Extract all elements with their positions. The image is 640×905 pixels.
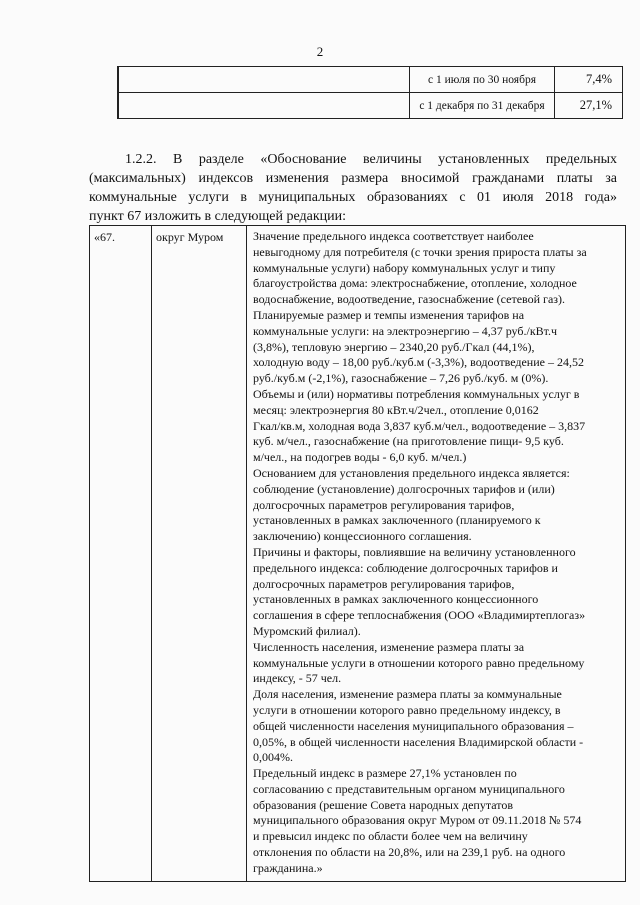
description-line: соблюдение (установление) долгосрочных тарифов и (или) [253, 481, 555, 496]
table-row [118, 67, 623, 93]
description-line: заключению) концессионного соглашения. [253, 529, 472, 544]
table-row [118, 93, 623, 119]
empty-cell [119, 67, 410, 93]
intro-line: коммунальные услуги в муниципальных образованиях с 01 июля 2018 года» [89, 190, 617, 205]
description-line: согласованию с представительным органом муниципального [253, 781, 565, 796]
intro-line: (максимальных) индексов изменения размера вносимой гражданами платы за [89, 171, 617, 186]
description-line: благоустройства дома: электроснабжение, отопление, холодное [253, 276, 577, 291]
period-cell: с 1 июля по 30 ноября [410, 67, 555, 93]
item-number: «67. [90, 226, 152, 882]
description-line: куб. м/чел., газоснабжение (на приготовление пищи- 9,5 куб. [253, 434, 564, 449]
description-line: коммунальные услуги: на электроэнергию – 4,37 руб./кВт.ч [253, 323, 558, 338]
description-paragraph [253, 640, 621, 687]
description-paragraph [253, 387, 621, 466]
description-paragraph [253, 229, 621, 308]
description-paragraph [253, 766, 621, 877]
description-line: коммунальные услуги) набору коммунальных услуг и типу [253, 260, 556, 275]
description-paragraph [253, 545, 621, 640]
table-row [90, 226, 626, 882]
description-line: соглашения в сфере теплоснабжения (ООО «Владимиртеплогаз» [253, 608, 586, 623]
value-cell: 27,1% [555, 93, 623, 119]
description-line: предельного индекса: соблюдение долгосрочных тарифов и [253, 560, 558, 575]
description-line: Основанием для установления предельного индекса является: [253, 465, 570, 480]
description-paragraph [253, 687, 621, 766]
description-line: (3,8%), тепловую энергию – 2340,20 руб./Гкал (44,1%), [253, 339, 535, 354]
description-line: Численность населения, изменение размера платы за [253, 639, 525, 654]
description-paragraph [253, 466, 621, 545]
description-line: Предельный индекс в размере 27,1% установлен по [253, 766, 517, 781]
description-cell [247, 226, 626, 882]
description-paragraph [253, 308, 621, 387]
period-cell: с 1 декабря по 31 декабря [410, 93, 555, 119]
description-line: Муромский филиал). [253, 623, 361, 638]
description-line: Гкал/кв.м, холодная вода 3,837 куб.м/чел., водоотведение – 3,837 [253, 418, 586, 433]
index-table [89, 225, 626, 882]
description-line: и превысил индекс по области более чем на величину [253, 829, 528, 844]
intro-line: пункт 67 изложить в следующей редакции: [89, 209, 346, 224]
description-line: водоснабжение, водоотведение, газоснабжение (сетевой газ). [253, 292, 566, 307]
amendment-paragraph [89, 150, 617, 226]
description-line: Причины и факторы, повлиявшие на величину установленного [253, 544, 576, 559]
description-line: долгосрочных параметров регулирования тарифов, [253, 497, 515, 512]
description-line: 0,05%, в общей численности населения Владимирской области - [253, 734, 584, 749]
description-line: установленных в рамках заключенного (планируемого к [253, 513, 541, 528]
intro-line: 1.2.2. В разделе «Обоснование величины установленных предельных [125, 152, 617, 167]
description-line: Доля населения, изменение размера платы за коммунальные [253, 687, 562, 702]
empty-cell [119, 93, 410, 119]
continuation-table [117, 66, 623, 119]
description-line: руб./куб.м (-2,1%), газоснабжение – 7,26 руб./куб. м (0%). [253, 371, 549, 386]
description-line: 0,004%. [253, 750, 293, 765]
description-line: коммунальные услуги в отношении которого равно предельному [253, 655, 585, 670]
description-line: услуги в отношении которого равно предельному индексу, в [253, 702, 561, 717]
municipality-name: округ Муром [152, 226, 247, 882]
description-line: Объемы и (или) нормативы потребления коммунальных услуг в [253, 386, 580, 401]
description-line: отклонения по области на 20,8%, или на 239,1 руб. на одного [253, 845, 566, 860]
description-line: Планируемые размер и темпы изменения тарифов на [253, 307, 525, 322]
description-line: месяц: электроэнергия 80 кВт.ч/2чел., отопление 0,0162 [253, 402, 539, 417]
description-line: невыгодному для потребителя (с точки зрения прироста платы за [253, 244, 587, 259]
description-line: Значение предельного индекса соответствует наиболее [253, 229, 534, 243]
description-line: индексу, - 57 чел. [253, 671, 342, 686]
description-line: образования (решение Совета народных депутатов [253, 797, 514, 812]
description-line: гражданина.» [253, 860, 323, 875]
description-line: муниципального образования округ Муром от 09.11.2018 № 574 [253, 813, 582, 828]
value-cell: 7,4% [555, 67, 623, 93]
description-line: долгосрочных параметров регулирования тарифов, [253, 576, 515, 591]
description-line: установленных в рамках заключенного концессионного [253, 592, 539, 607]
description-line: общей численности населения муниципального образования – [253, 718, 574, 733]
description-line: холодную воду – 18,00 руб./куб.м (-3,3%), водоотведение – 24,52 [253, 355, 584, 370]
description-line: м/чел., на подогрев воды - 6,0 куб. м/чел.) [253, 450, 467, 465]
page-number: 2 [316, 44, 324, 59]
